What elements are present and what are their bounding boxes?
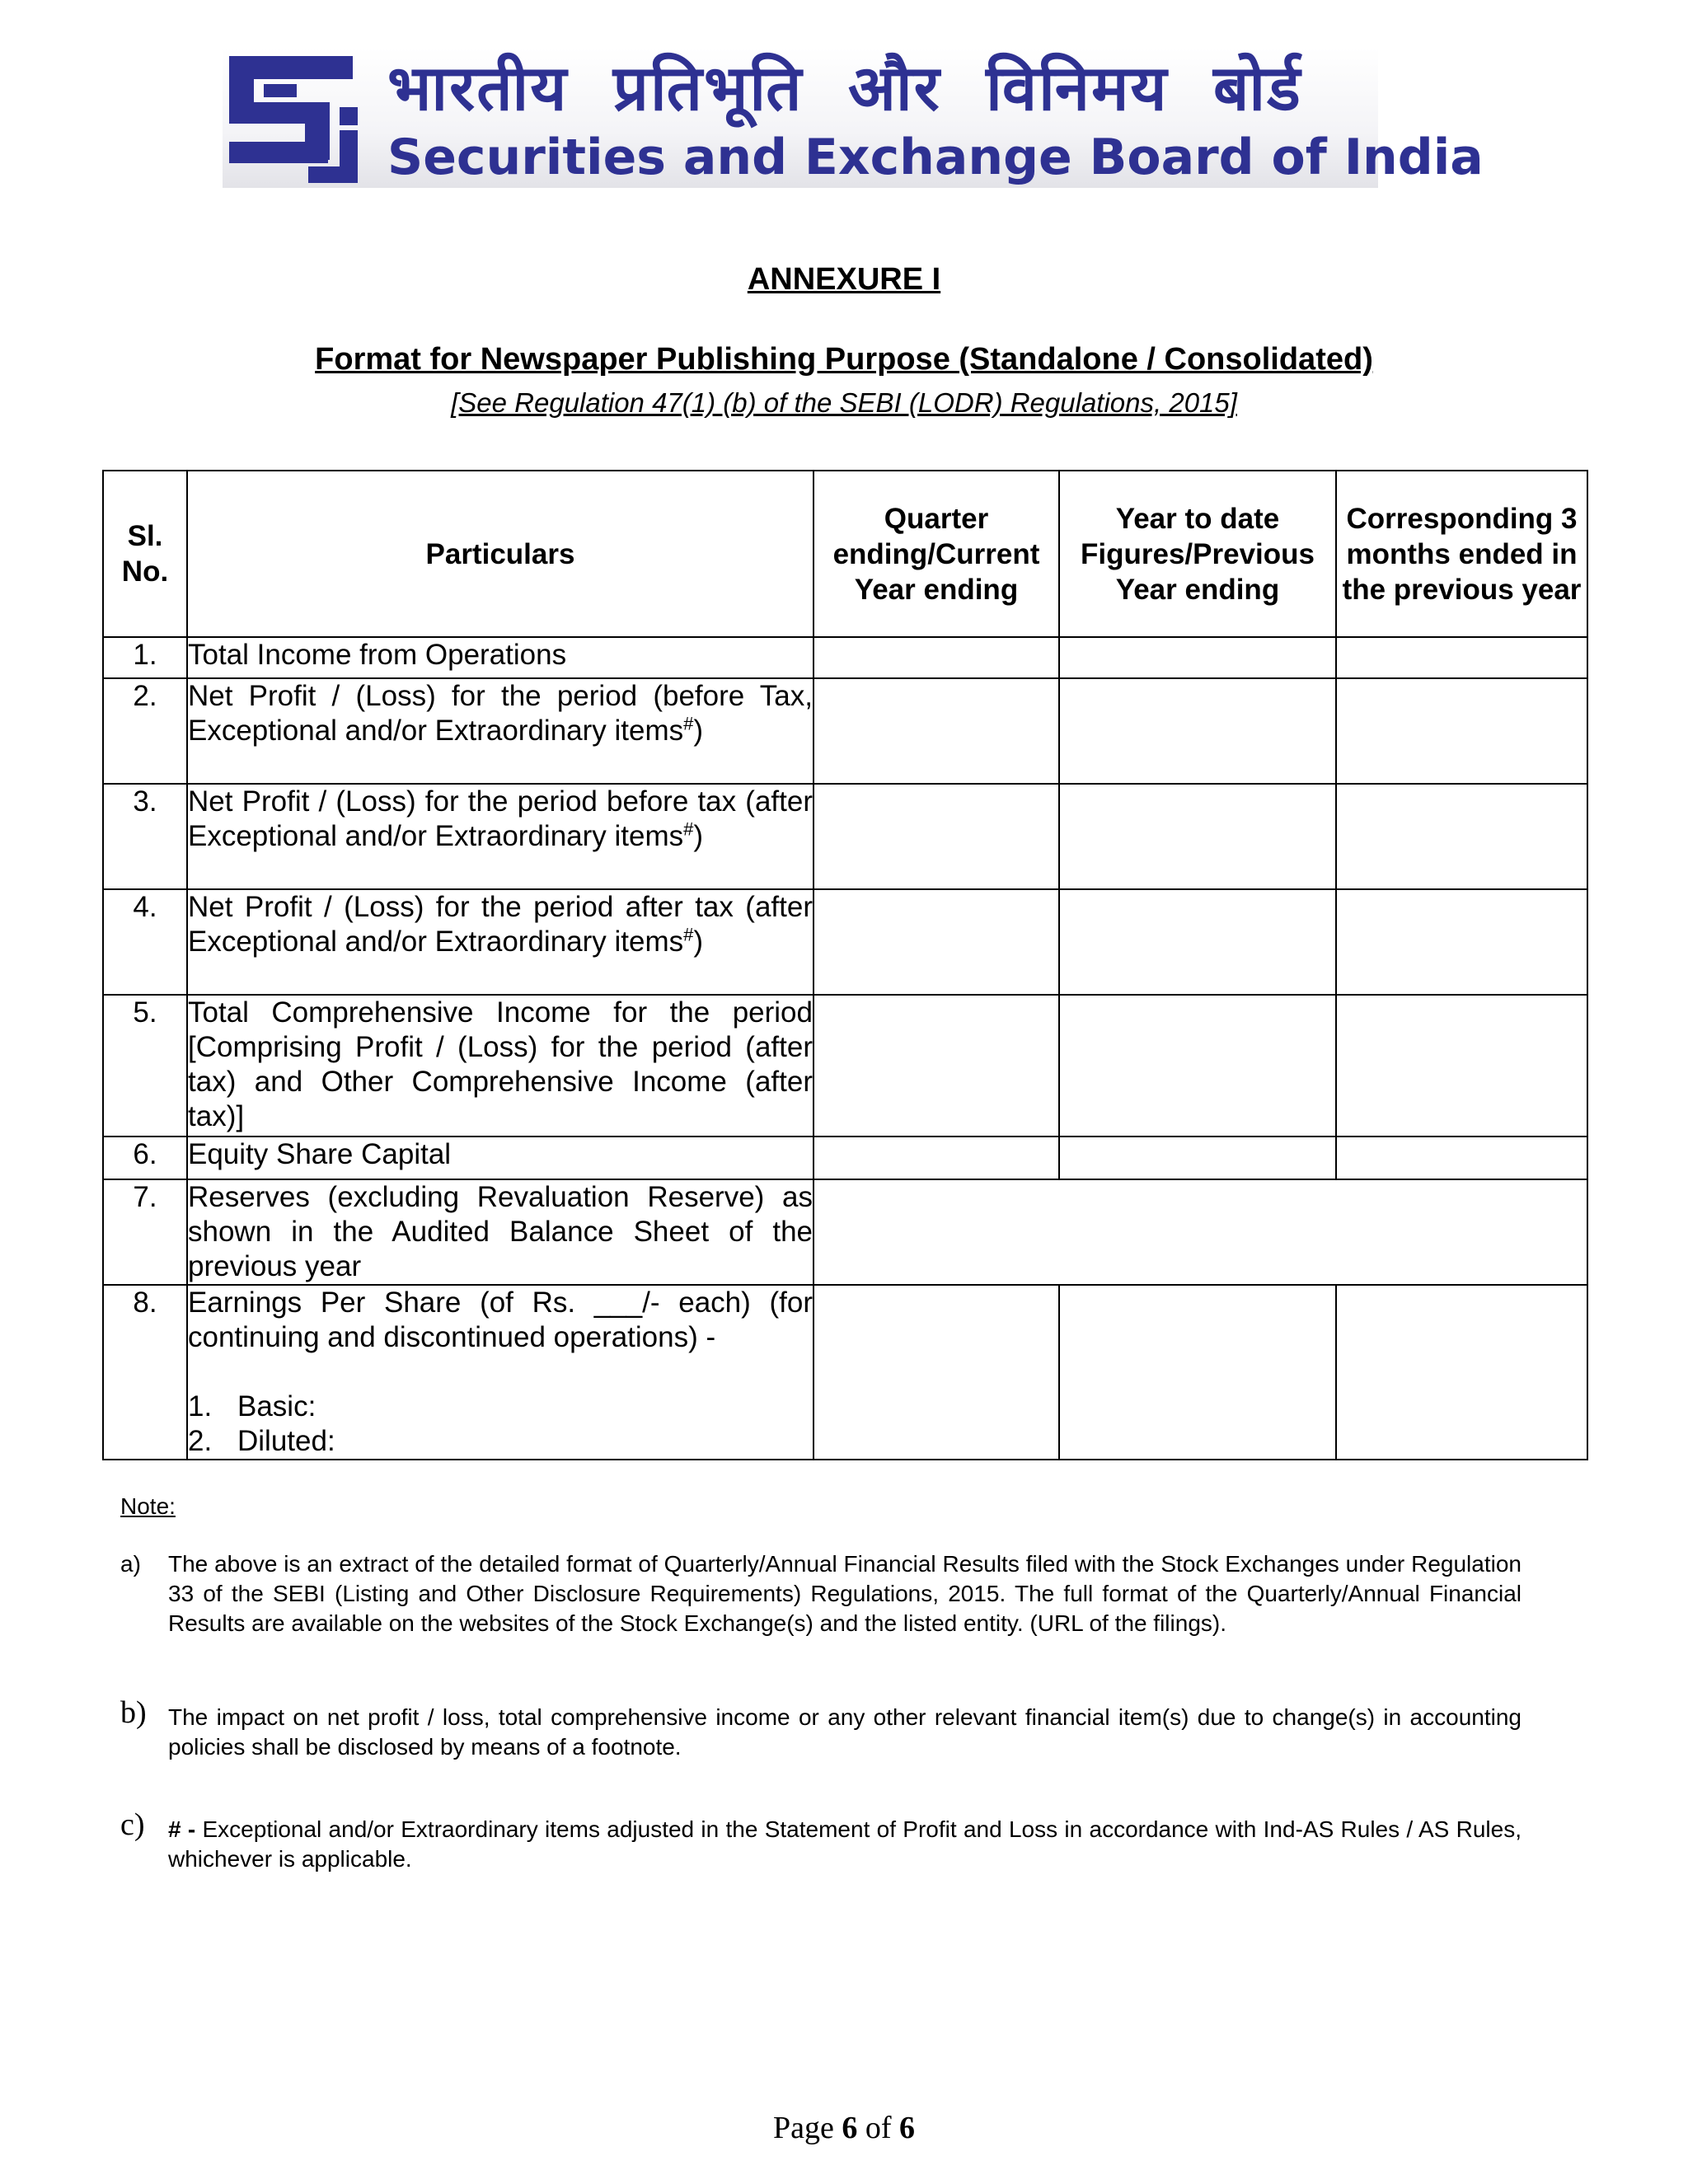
note-marker: c) bbox=[120, 1807, 145, 1842]
header-year-to-date: Year to date Figures/Previous Year ending bbox=[1059, 471, 1336, 637]
cell-corresponding bbox=[1336, 1137, 1587, 1179]
row-sl: 3. bbox=[103, 784, 187, 889]
cell-corresponding bbox=[1336, 678, 1587, 784]
header-sl-no: Sl. No. bbox=[103, 471, 187, 637]
row-particular: Total Comprehensive Income for the period [Comprising Profit / (Loss) for the period (after tax) and Other Comprehensive Income (after tax)] bbox=[187, 995, 814, 1137]
note-text: The above is an extract of the detailed format of Quarterly/Annual Financial Results filed with the Stock Exchanges under Regulation 33 of the SEBI (Listing and Other Disclosure Requirements) Regulations, 2015. The full format of the Quarterly/Annual Financial Results are available on the websites of the Stock Exchange(s) and the listed entity. (URL of the filings). bbox=[168, 1551, 1522, 1636]
cell-ytd bbox=[1059, 1285, 1336, 1460]
table-row bbox=[103, 995, 1587, 1137]
list-item bbox=[188, 1390, 813, 1424]
sebi-hindi-name: भारतीय प्रतिभूति और विनिमय बोर्ड bbox=[387, 51, 1302, 124]
footnote-mark: # bbox=[683, 713, 694, 734]
row-particular bbox=[187, 1285, 814, 1460]
table-header-row bbox=[103, 471, 1587, 637]
cell-quarter bbox=[814, 784, 1059, 889]
list-item bbox=[188, 1424, 813, 1459]
cell-corresponding bbox=[1336, 889, 1587, 995]
cell-quarter bbox=[814, 889, 1059, 995]
cell-quarter bbox=[814, 995, 1059, 1137]
eps-list bbox=[188, 1390, 813, 1459]
list-item-number: 2. bbox=[188, 1425, 213, 1457]
footnote-mark: # bbox=[683, 924, 694, 945]
row-particular: Equity Share Capital bbox=[187, 1137, 814, 1179]
header-particulars: Particulars bbox=[187, 471, 814, 637]
note-label: Note: bbox=[120, 1493, 176, 1519]
table-row bbox=[103, 1179, 1587, 1285]
page-number bbox=[0, 2110, 1688, 2146]
row-particular-text: Net Profit / (Loss) for the period (before Tax, Exceptional and/or Extraordinary items bbox=[188, 680, 813, 747]
current-page: 6 bbox=[842, 2111, 858, 2145]
table-row bbox=[103, 889, 1587, 995]
row-particular bbox=[187, 889, 814, 995]
table-row bbox=[103, 1137, 1587, 1179]
row-particular-text: Net Profit / (Loss) for the period before tax (after Exceptional and/or Extraordinary items bbox=[188, 785, 813, 852]
list-item-label: Basic: bbox=[237, 1390, 316, 1422]
of-word: of bbox=[865, 2111, 892, 2145]
cell-ytd bbox=[1059, 678, 1336, 784]
note-prefix: # - bbox=[168, 1816, 203, 1842]
note-item bbox=[120, 1695, 1522, 1762]
footnote-mark: # bbox=[683, 818, 694, 840]
cell-ytd bbox=[1059, 637, 1336, 678]
cell-corresponding bbox=[1336, 637, 1587, 678]
annexure-heading: ANNEXURE I bbox=[747, 262, 941, 297]
list-item-number: 1. bbox=[188, 1390, 213, 1422]
cell-reserves-merged bbox=[814, 1179, 1587, 1285]
row-particular-text: Net Profit / (Loss) for the period after tax (after Exceptional and/or Extraordinary items bbox=[188, 891, 813, 958]
row-sl: 6. bbox=[103, 1137, 187, 1179]
row-particular: Reserves (excluding Revaluation Reserve) as shown in the Audited Balance Sheet of the previous year bbox=[187, 1179, 814, 1285]
cell-ytd bbox=[1059, 995, 1336, 1137]
sebi-english-name: Securities and Exchange Board of India bbox=[387, 129, 1484, 186]
row-sl: 8. bbox=[103, 1285, 187, 1460]
cell-corresponding bbox=[1336, 1285, 1587, 1460]
row-particular: Total Income from Operations bbox=[187, 637, 814, 678]
cell-quarter bbox=[814, 1137, 1059, 1179]
table-row bbox=[103, 637, 1587, 678]
cell-corresponding bbox=[1336, 995, 1587, 1137]
note-text-container bbox=[168, 1815, 1522, 1874]
cell-ytd bbox=[1059, 889, 1336, 995]
financial-results-table bbox=[102, 470, 1588, 1460]
header-quarter-ending: Quarter ending/Current Year ending bbox=[814, 471, 1059, 637]
note-text: The impact on net profit / loss, total comprehensive income or any other relevant financial item(s) due to change(s) in accounting policies shall be disclosed by means of a footnote. bbox=[168, 1704, 1522, 1760]
sebi-logo-banner bbox=[223, 48, 1484, 188]
cell-corresponding bbox=[1336, 784, 1587, 889]
cell-ytd bbox=[1059, 1137, 1336, 1179]
row-sl: 5. bbox=[103, 995, 187, 1137]
row-sl: 7. bbox=[103, 1179, 187, 1285]
note-text: Exceptional and/or Extraordinary items adjusted in the Statement of Profit and Loss in accordance with Ind-AS Rules / AS Rules, whichever is applicable. bbox=[168, 1816, 1522, 1872]
table-row bbox=[103, 784, 1587, 889]
note-item bbox=[120, 1807, 1522, 1874]
row-particular-suffix: ) bbox=[693, 820, 704, 852]
table-row bbox=[103, 1285, 1587, 1460]
format-title: Format for Newspaper Publishing Purpose (Standalone / Consolidated) bbox=[315, 342, 1373, 377]
header-corresponding-quarter: Corresponding 3 months ended in the previous year bbox=[1336, 471, 1587, 637]
row-particular-suffix: ) bbox=[693, 926, 704, 958]
note-item bbox=[120, 1549, 1522, 1638]
note-marker: a) bbox=[120, 1551, 141, 1577]
row-sl: 4. bbox=[103, 889, 187, 995]
sebi-logo-icon bbox=[223, 51, 371, 188]
row-particular-text: Earnings Per Share (of Rs. ___/- each) (for continuing and discontinued operations) - bbox=[188, 1286, 813, 1353]
list-item-label: Diluted: bbox=[237, 1425, 335, 1457]
regulation-reference: [See Regulation 47(1) (b) of the SEBI (LODR) Regulations, 2015] bbox=[451, 387, 1237, 418]
table-row bbox=[103, 678, 1587, 784]
row-particular-suffix: ) bbox=[693, 715, 704, 747]
cell-quarter bbox=[814, 1285, 1059, 1460]
row-particular bbox=[187, 678, 814, 784]
note-marker: b) bbox=[120, 1695, 147, 1730]
cell-quarter bbox=[814, 637, 1059, 678]
cell-ytd bbox=[1059, 784, 1336, 889]
row-particular bbox=[187, 784, 814, 889]
row-sl: 2. bbox=[103, 678, 187, 784]
page-word: Page bbox=[772, 2111, 834, 2145]
cell-quarter bbox=[814, 678, 1059, 784]
total-pages: 6 bbox=[899, 2111, 916, 2145]
row-sl: 1. bbox=[103, 637, 187, 678]
